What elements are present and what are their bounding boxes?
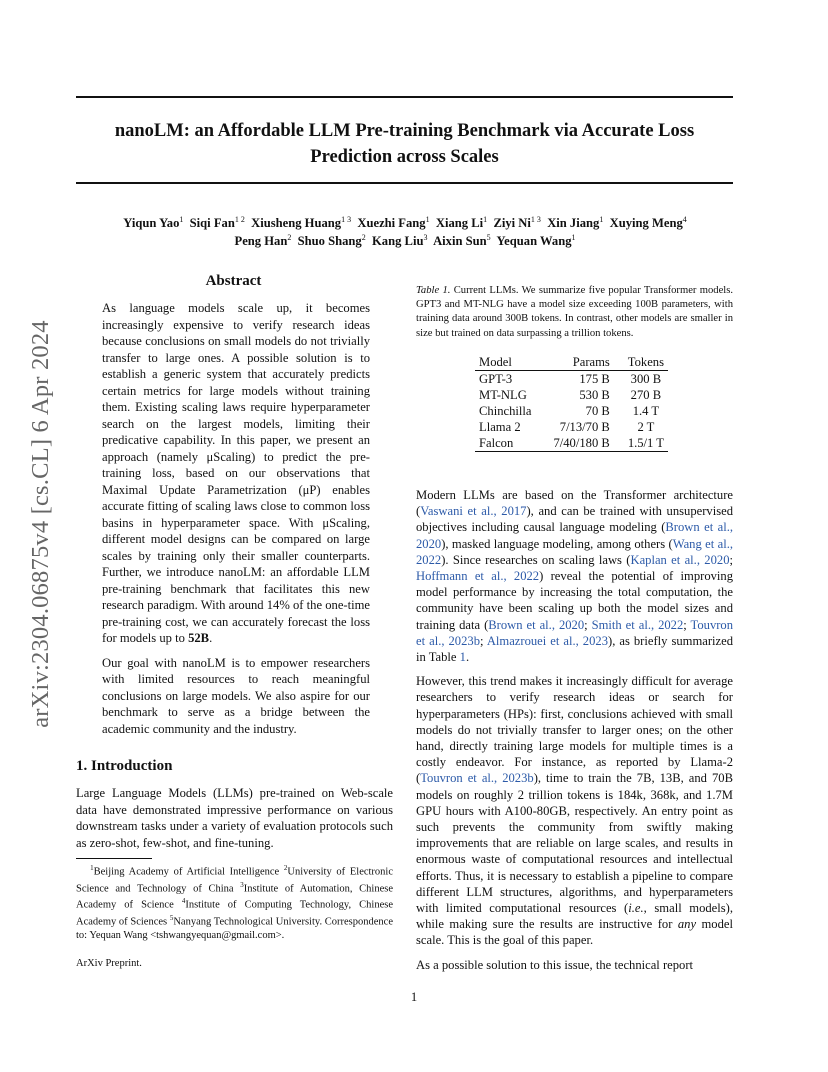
table-row [475, 371, 668, 388]
author: Xuying Meng$^4$ [609, 215, 687, 231]
abstract-body [102, 300, 370, 745]
citation-link[interactable]: Wang et al., 2022 [416, 536, 733, 567]
citation-link[interactable]: Hoffmann et al., 2022 [416, 569, 540, 584]
body-paragraph-2: However, this trend makes it increasingly difficult for average researchers to verify research ideas or search for hyperparameters (HPs): first, conclusions achieved with small models do not trivially transfer to larger ones; on the other hand, directly training large models for multiple times is a costly endeavor. For instance, as reported by Llama-2 (Touvron et al., 2023b), time to train the 7B, 13B, and 70B models on roughly 2 trillion tokens is 184k, 368k, and 1.7M GPU hours with A100-80GB, respectively. An entry point as such prevents the community from swiftly making improvements that are reliable on large scales, and results in enormous waste of computational resources and intellectual efforts. Thus, it is necessary to establish a pipeline to compare different LLM structures, algorithms, and hyperparameters with limited computational resources (i.e., small models), while making sure the results are instructive for any model scale. This is the goal of this paper. [416, 674, 734, 948]
table-cell: 175 B [579, 372, 610, 386]
citation-link[interactable]: Smith et al., 2022 [591, 617, 684, 632]
author: Yequan Wang$^1$ [496, 233, 576, 249]
table-1-caption: Table 1. Current LLMs. We summarize five popular Transformer models. GPT3 and MT-NLG have a model size exceeding 100B parameters, with training data around 300B tokens. In contrast, other models are smaller in size but trained on data surpassing a trillion tokens. [416, 285, 733, 339]
table-cell: 270 B [630, 388, 662, 402]
paper-title [76, 118, 733, 170]
table-header-model: Model [475, 354, 549, 371]
table-cell: 70 B [585, 404, 610, 418]
affiliation-footnote: $^1$Beijing Academy of Artificial Intelligence $^2$University of Electronic Science and Technology of China $^3$Institute of Automation, Chinese Academy of Science $^4$Institute of Computing Technology, Chinese Academy of Sciences $^5$Nanyang Technological University. Correspondence to: Yequan Wang <tshwangyequan@gmail.com>. [76, 864, 394, 941]
table-cell: 300 B [630, 372, 662, 386]
table-row [475, 403, 668, 419]
table-cell: 7/13/70 B [559, 420, 610, 434]
arxiv-side-stamp [20, 294, 62, 754]
citation-link[interactable]: Brown et al., 2020 [416, 520, 733, 551]
abstract-paragraph-2: Our goal with nanoLM is to empower researchers with limited resources to reach meaningful conclusions on large models. We also aspire for our benchmark to serve as a bridge between the academic community and the industry. [102, 655, 370, 736]
title-line-1: nanoLM: an Affordable LLM Pre-training Benchmark via Accurate Loss [114, 121, 695, 141]
arxiv-identifier: arXiv:2304.06875v4 [cs.CL] 6 Apr 2024 [27, 320, 54, 728]
table-cell: 1.5/1 T [624, 435, 668, 452]
author: Ziyi $Ni^{1 3}$ [493, 215, 541, 231]
table-header-row [475, 354, 668, 371]
table-cell: 2 T [637, 420, 655, 434]
author: Yiqun Yao$^1$ [123, 215, 184, 231]
table-header-tokens: Tokens [624, 354, 668, 371]
table-cell: MT-NLG [479, 388, 527, 402]
table-cell: 7/40/180 B [549, 435, 623, 452]
author: Kang Liu$^3$ [372, 233, 428, 249]
body-paragraph-1: Modern LLMs are based on the Transformer architecture (Vaswani et al., 2017), and can be trained with unsupervised objectives including causal language modeling (Brown et al., 2020), masked language modeling, among others (Wang et al., 2022). Since researches on scaling laws (Kaplan et al., 2020; Hoffmann et al., 2022) reveal the potential of improving model performance by increasing the total computation, the community have been scaling up both the model sizes and training data (Brown et al., 2020; Smith et al., 2022; Touvron et al., 2023b; Almazrouei et al., 2023), as briefly summarized in Table 1. [416, 488, 734, 665]
citation-link[interactable]: Vaswani et al., 2017 [420, 504, 527, 519]
author: Xin Jiang$^1$ [547, 215, 604, 231]
author: Xiusheng Huang$^{1 3}$ [251, 215, 352, 231]
author: Xuezhi Fang$^1$ [357, 215, 430, 231]
table-cell: Falcon [475, 435, 549, 452]
abstract-heading: Abstract [205, 273, 262, 289]
abstract-paragraph-1: As language models scale up, it becomes increasingly expensive to verify research ideas because conclusions on small models do not trivially transfer to large ones. A possible solution is to establish a generic system that accurately predicts certain metrics for large models without training them. Existing scaling laws require hyperparameter search on the largest models, limiting their predicative capability. In this paper, we present an approach (namely μScaling) to predict the pre-training loss, based on our observations that Maximal Update Parametrization (μP) enables accurate fitting of scaling laws close to common loss basins in hyperparameter space. With μScaling, different model designs can be compared on large scales by training only their smaller counterparts. Further, we introduce nanoLM: an affordable LLM pre-training benchmark that facilitates this new research paradigm. With around 14% of the one-time pre-training cost, we can accurately forecast the loss for models up to 52B. [102, 301, 370, 645]
table-reference-link[interactable]: 1 [459, 650, 466, 665]
table-1 [475, 354, 668, 452]
preprint-note: ArXiv Preprint. [76, 958, 142, 969]
citation-link[interactable]: Touvron et al., 2023b [420, 771, 534, 786]
footnote-rule [76, 858, 152, 859]
title-rule-top [76, 96, 733, 98]
table-cell: Chinchilla [479, 404, 532, 418]
table-header-params: Params [549, 354, 623, 371]
author: Siqi Fan$^{1 2}$ [189, 215, 245, 231]
citation-link[interactable]: Touvron et al., 2023b [416, 617, 734, 648]
citation-link[interactable]: Kaplan et al., 2020 [630, 552, 730, 567]
citation-link[interactable]: Brown et al., 2020 [488, 617, 585, 632]
body-paragraph-3: As a possible solution to this issue, the technical report [416, 957, 694, 972]
section-heading-introduction: 1. Introduction [76, 758, 173, 774]
page-number: 1 [410, 990, 418, 1004]
right-column-body [416, 487, 733, 981]
author: Xiang Li$^1$ [435, 215, 488, 231]
citation-link[interactable]: Almazrouei et al., 2023 [486, 633, 608, 648]
title-line-2: Prediction across Scales [310, 147, 499, 167]
author: Aixin Sun$^5$ [433, 233, 491, 249]
title-rule-bottom [76, 182, 733, 184]
table-cell: GPT-3 [479, 372, 513, 386]
author-list-row-2 [70, 229, 740, 250]
table-row [475, 419, 668, 435]
table-cell: 530 B [579, 388, 610, 402]
author: Shuo Shang$^2$ [297, 233, 366, 249]
table-row [475, 435, 668, 452]
table-cell: Llama 2 [479, 420, 521, 434]
table-cell: 1.4 T [632, 404, 660, 418]
author: Peng Han$^2$ [234, 233, 292, 249]
table-row [475, 387, 668, 403]
intro-paragraph-1: Large Language Models (LLMs) pre-trained on Web-scale data have demonstrated impressive performance on various downstream tasks under a variety of evaluation protocols such as zero-shot, few-shot, and fine-tuning. [76, 786, 393, 850]
